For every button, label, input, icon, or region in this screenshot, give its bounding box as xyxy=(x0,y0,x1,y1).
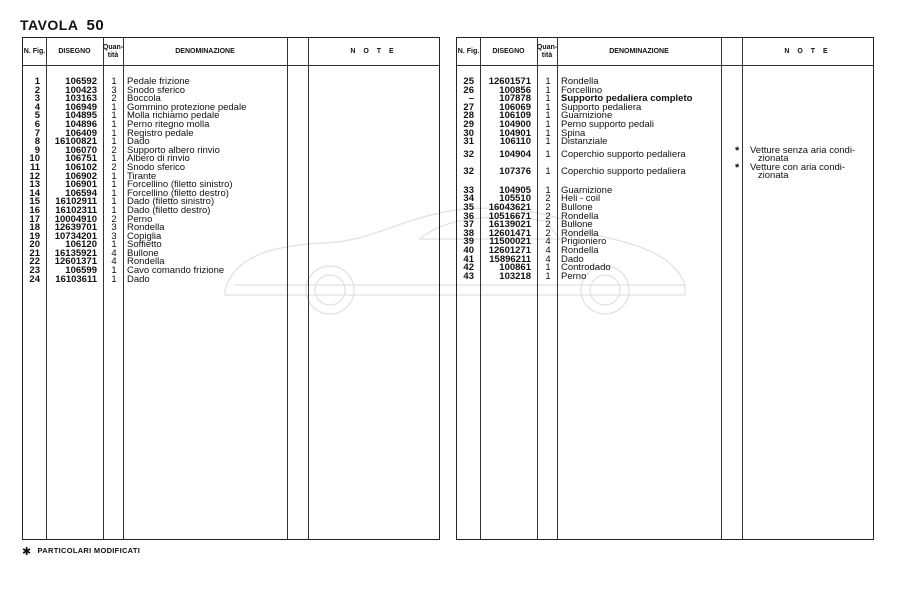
quantita-cell: 2 xyxy=(111,93,117,105)
disegno-cell: 104904 xyxy=(499,148,531,160)
denominazione-cell: Dado (filetto sinistro) xyxy=(127,196,215,208)
fig-cell: 32 xyxy=(463,165,474,177)
denominazione-cell: Forcellino (filetto destro) xyxy=(127,187,229,199)
fig-cell: 13 xyxy=(29,179,40,191)
parts-table-left xyxy=(22,37,440,540)
fig-cell: 23 xyxy=(29,265,40,277)
quantita-cell: 4 xyxy=(545,244,551,256)
fig-cell: 16 xyxy=(29,204,40,216)
fig-cell: 14 xyxy=(29,187,40,199)
disegno-cell: 12601371 xyxy=(54,256,97,268)
disegno-cell: 100856 xyxy=(499,84,531,96)
denominazione-cell: Supporto pedaliera xyxy=(561,101,642,113)
quantita-cell: 1 xyxy=(545,76,551,87)
fig-cell: 43 xyxy=(463,270,474,282)
denominazione-cell: Prigioniero xyxy=(561,236,607,248)
fig-cell: 26 xyxy=(463,84,474,96)
fig-cell: 3 xyxy=(34,93,40,105)
header-fig: N. Fig. xyxy=(23,47,46,55)
disegno-cell: 11500021 xyxy=(489,236,531,248)
disegno-cell: 10734201 xyxy=(54,230,97,242)
disegno-cell: 106070 xyxy=(65,144,97,156)
denominazione-cell: Spina xyxy=(561,127,586,139)
denominazione-cell: Tirante xyxy=(127,170,157,182)
quantita-cell: 1 xyxy=(545,148,551,160)
disegno-cell: 106599 xyxy=(65,265,97,277)
page-title-label: TAVOLA xyxy=(20,17,79,33)
quantita-cell: 1 xyxy=(545,93,551,105)
fig-cell: 8 xyxy=(34,136,40,148)
denominazione-cell: Soffietto xyxy=(127,239,162,251)
disegno-cell: 106409 xyxy=(65,127,97,139)
fig-cell: 22 xyxy=(29,256,40,268)
denominazione-cell: Snodo sferico xyxy=(127,84,186,96)
quantita-cell: 2 xyxy=(545,227,551,239)
quantita-cell: 2 xyxy=(545,219,551,231)
quantita-cell: 2 xyxy=(545,193,551,205)
denominazione-cell: Albero di rinvio xyxy=(127,153,190,165)
fig-cell: 21 xyxy=(29,247,40,259)
fig-cell: 4 xyxy=(34,101,40,113)
table-row xyxy=(457,161,873,182)
disegno-cell: 106592 xyxy=(65,76,97,87)
table-row xyxy=(23,273,439,285)
disegno-cell: 106751 xyxy=(65,153,97,165)
fig-cell: 39 xyxy=(463,236,474,248)
fig-cell: 10 xyxy=(29,153,40,165)
parts-table-right xyxy=(456,37,874,540)
quantita-cell: 1 xyxy=(111,127,117,139)
fig-cell: 40 xyxy=(463,244,474,256)
disegno-cell: 104901 xyxy=(499,127,531,139)
fig-cell: 35 xyxy=(463,201,474,213)
denominazione-cell: Forcellino (filetto sinistro) xyxy=(127,179,233,191)
quantita-cell: 1 xyxy=(545,118,551,130)
disegno-cell: 106102 xyxy=(65,161,97,173)
header-disegno: DISEGNO xyxy=(492,47,525,55)
quantita-cell: 1 xyxy=(545,262,551,274)
disegno-cell: 106110 xyxy=(499,136,531,148)
denominazione-cell: Dado xyxy=(127,136,150,148)
denominazione-cell: Rondella xyxy=(561,76,599,87)
fig-cell: 6 xyxy=(34,118,40,130)
quantita-cell: 1 xyxy=(111,76,117,87)
header-denominazione: DENOMINAZIONE xyxy=(609,47,669,55)
quantita-cell: 2 xyxy=(111,144,117,156)
fig-cell: 18 xyxy=(29,222,40,234)
quantita-cell: 4 xyxy=(545,253,551,265)
disegno-cell: 104900 xyxy=(499,118,531,130)
denominazione-cell: Bullone xyxy=(127,247,159,259)
header-quantita: Quan- tità xyxy=(536,43,558,59)
fig-cell: 12 xyxy=(29,170,40,182)
footer-text: PARTICOLARI MODIFICATI xyxy=(37,546,141,555)
fig-cell: 36 xyxy=(463,210,474,222)
disegno-cell: 12601471 xyxy=(488,227,531,239)
disegno-cell: 106069 xyxy=(499,101,531,113)
denominazione-cell: Perno supporto pedali xyxy=(561,118,654,130)
disegno-cell: 107878 xyxy=(499,93,531,105)
fig-cell: 28 xyxy=(463,110,474,122)
quantita-cell: 1 xyxy=(111,187,117,199)
quantita-cell: 2 xyxy=(545,210,551,222)
quantita-cell: 1 xyxy=(111,239,117,251)
denominazione-cell: Coperchio supporto pedaliera xyxy=(561,148,686,160)
fig-cell: 2 xyxy=(34,84,40,96)
fig-cell: 27 xyxy=(463,101,474,113)
quantita-cell: 1 xyxy=(111,273,117,285)
disegno-cell: 105510 xyxy=(499,193,531,205)
fig-cell: 15 xyxy=(29,196,40,208)
denominazione-cell: Registro pedale xyxy=(127,127,194,139)
rows-left xyxy=(23,78,439,284)
modified-star-icon: * xyxy=(735,161,740,174)
disegno-cell: 16103611 xyxy=(55,273,97,285)
disegno-cell: 103218 xyxy=(499,270,531,282)
denominazione-cell: Dado xyxy=(561,253,584,265)
fig-cell: 11 xyxy=(29,161,40,173)
quantita-cell: 1 xyxy=(111,110,117,122)
disegno-cell: 106120 xyxy=(65,239,97,251)
header-quantita: Quan- tità xyxy=(102,43,124,59)
quantita-cell: 1 xyxy=(111,204,117,216)
disegno-cell: 104895 xyxy=(65,110,97,122)
header-note: N O T E xyxy=(350,47,397,55)
quantita-cell: 1 xyxy=(111,170,117,182)
fig-cell: 34 xyxy=(463,193,474,205)
header-denominazione: DENOMINAZIONE xyxy=(175,47,235,55)
quantita-cell: 2 xyxy=(111,213,117,225)
fig-cell: 5 xyxy=(34,110,40,122)
quantita-cell: 4 xyxy=(111,256,117,268)
denominazione-cell: Forcellino xyxy=(561,84,603,96)
fig-cell: 42 xyxy=(463,262,474,274)
table-number: 50 xyxy=(86,17,105,34)
disegno-cell: 16043621 xyxy=(488,201,531,213)
denominazione-cell: Dado xyxy=(127,273,150,285)
fig-cell: 32 xyxy=(463,148,474,160)
fig-cell: 31 xyxy=(463,136,474,148)
quantita-cell: 3 xyxy=(111,84,117,96)
fig-cell: 33 xyxy=(463,184,474,196)
denominazione-cell: Rondella xyxy=(561,210,599,222)
denominazione-cell: Gommino protezione pedale xyxy=(127,101,247,113)
quantita-cell: 1 xyxy=(545,136,551,148)
disegno-cell: 12639701 xyxy=(54,222,97,234)
quantita-cell: 4 xyxy=(111,247,117,259)
disegno-cell: 16100821 xyxy=(54,136,97,148)
denominazione-cell: Supporto pedaliera completo xyxy=(561,93,693,105)
disegno-cell: 100423 xyxy=(65,84,97,96)
fig-cell: 1 xyxy=(34,76,40,87)
denominazione-cell: Cavo comando frizione xyxy=(127,265,225,277)
star-icon: ✱ xyxy=(22,546,32,558)
disegno-cell: 103163 xyxy=(65,93,97,105)
fig-cell: 25 xyxy=(463,76,474,87)
denominazione-cell: Bullone xyxy=(561,201,593,213)
denominazione-cell: Coperchio supporto pedaliera xyxy=(561,165,686,177)
disegno-cell: 12601271 xyxy=(488,244,531,256)
denominazione-cell: Rondella xyxy=(127,256,165,268)
disegno-cell: 106594 xyxy=(65,187,97,199)
quantita-cell: 1 xyxy=(545,270,551,282)
fig-cell: 38 xyxy=(463,227,474,239)
quantita-cell: 3 xyxy=(111,222,117,234)
denominazione-cell: Distanziale xyxy=(561,136,608,148)
disegno-cell: 10516671 xyxy=(488,210,531,222)
quantita-cell: 1 xyxy=(111,153,117,165)
disegno-cell: 15896211 xyxy=(489,253,531,265)
quantita-cell: 2 xyxy=(111,161,117,173)
quantita-cell: 1 xyxy=(111,179,117,191)
quantita-cell: 1 xyxy=(545,184,551,196)
denominazione-cell: Dado (filetto destro) xyxy=(127,204,211,216)
quantita-cell: 1 xyxy=(111,101,117,113)
disegno-cell: 16135921 xyxy=(54,247,97,259)
disegno-cell: 106901 xyxy=(65,179,97,191)
denominazione-cell: Supporto albero rinvio xyxy=(127,144,220,156)
quantita-cell: 2 xyxy=(545,201,551,213)
quantita-cell: 1 xyxy=(545,110,551,122)
quantita-cell: 1 xyxy=(545,165,551,177)
denominazione-cell: Bullone xyxy=(561,219,593,231)
modified-star-icon: * xyxy=(735,144,740,157)
denominazione-cell: Controdado xyxy=(561,262,611,274)
denominazione-cell: Rondella xyxy=(127,222,165,234)
fig-cell: – xyxy=(468,93,474,105)
note-cell: Vetture con aria condi- zionata xyxy=(750,161,846,182)
fig-cell: 20 xyxy=(29,239,40,251)
disegno-cell: 16102311 xyxy=(55,204,97,216)
fig-cell: 29 xyxy=(463,118,474,130)
rows-right xyxy=(457,78,873,281)
header-disegno: DISEGNO xyxy=(58,47,91,55)
denominazione-cell: Rondella xyxy=(561,227,599,239)
denominazione-cell: Heli - coil xyxy=(561,193,601,205)
footer-note xyxy=(22,545,140,558)
fig-cell: 17 xyxy=(29,213,40,225)
denominazione-cell: Perno ritegno molla xyxy=(127,118,210,130)
fig-cell: 19 xyxy=(29,230,40,242)
denominazione-cell: Snodo sferico xyxy=(127,161,186,173)
disegno-cell: 12601571 xyxy=(488,76,531,87)
quantita-cell: 4 xyxy=(545,236,551,248)
fig-cell: 24 xyxy=(29,273,40,285)
disegno-cell: 106109 xyxy=(499,110,531,122)
denominazione-cell: Guarnizione xyxy=(561,110,613,122)
denominazione-cell: Perno xyxy=(561,270,587,282)
note-cell: Vetture senza aria condi- zionata xyxy=(750,144,856,165)
denominazione-cell: Boccola xyxy=(127,93,161,105)
quantita-cell: 1 xyxy=(111,136,117,148)
disegno-cell: 16139021 xyxy=(488,219,531,231)
disegno-cell: 10004910 xyxy=(54,213,97,225)
disegno-cell: 104896 xyxy=(65,118,97,130)
denominazione-cell: Perno xyxy=(127,213,153,225)
denominazione-cell: Guarnizione xyxy=(561,184,613,196)
quantita-cell: 1 xyxy=(545,84,551,96)
fig-cell: 37 xyxy=(463,219,474,231)
denominazione-cell: Pedale frizione xyxy=(127,76,190,87)
quantita-cell: 1 xyxy=(111,196,117,208)
fig-cell: 9 xyxy=(34,144,40,156)
header-fig: N. Fig. xyxy=(457,47,480,55)
quantita-cell: 1 xyxy=(545,127,551,139)
disegno-cell: 16102911 xyxy=(55,196,97,208)
quantita-cell: 3 xyxy=(111,230,117,242)
page-title xyxy=(20,17,104,34)
fig-cell: 30 xyxy=(463,127,474,139)
table-row xyxy=(457,270,873,282)
fig-cell: 41 xyxy=(463,253,474,265)
denominazione-cell: Rondella xyxy=(561,244,599,256)
disegno-cell: 106949 xyxy=(65,101,97,113)
quantita-cell: 1 xyxy=(545,101,551,113)
denominazione-cell: Molla richiamo pedale xyxy=(127,110,220,122)
quantita-cell: 1 xyxy=(111,118,117,130)
quantita-cell: 1 xyxy=(111,265,117,277)
disegno-cell: 104905 xyxy=(499,184,531,196)
disegno-cell: 107376 xyxy=(499,165,531,177)
header-note: N O T E xyxy=(784,47,831,55)
disegno-cell: 106902 xyxy=(65,170,97,182)
fig-cell: 7 xyxy=(34,127,40,139)
disegno-cell: 100861 xyxy=(499,262,531,274)
denominazione-cell: Copiglia xyxy=(127,230,162,242)
